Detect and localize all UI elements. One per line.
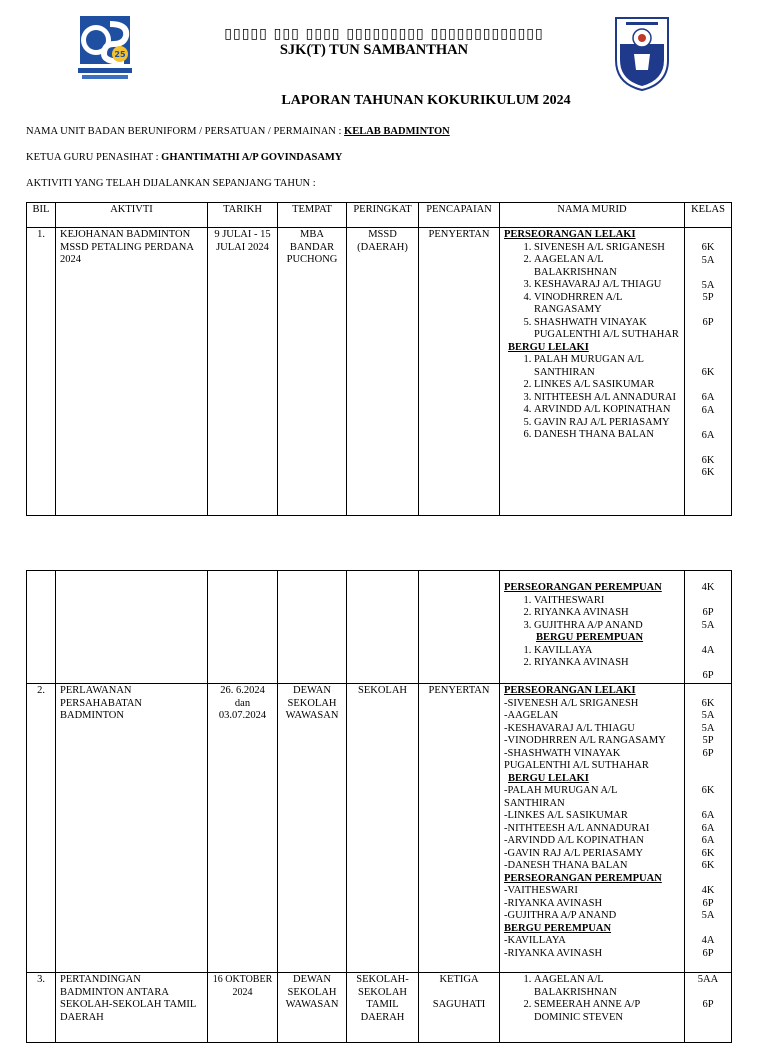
- list-item: 3. GUJITHRA A/P ANAND: [534, 620, 680, 633]
- list-item: 2. LINKES A/L SASIKUMAR: [534, 379, 680, 392]
- list-item: -GAVIN RAJ A/L PERIASAMY: [504, 847, 644, 859]
- row-2-peringkat: SEKOLAH: [347, 684, 419, 973]
- list-item: -SHASHWATH VINAYAK PUGALENTHI A/L SUTHAHAR: [504, 747, 649, 771]
- table-header-row: [27, 203, 732, 228]
- student-list: [504, 354, 680, 442]
- unit-label: NAMA UNIT BADAN BERUNIFORM / PERSATUAN / PERMAINAN :: [26, 126, 345, 137]
- row-1-tarikh: 9 JULAI - 15 JULAI 2024: [208, 228, 278, 516]
- group-title: BERGU PEREMPUAN: [536, 632, 644, 643]
- kelas-value: [689, 442, 727, 455]
- header-kelas: KELAS: [685, 203, 732, 228]
- kelas-value: [689, 267, 727, 280]
- advisor-line: [26, 152, 342, 163]
- list-item: -AAGELAN: [504, 710, 559, 721]
- list-item: 4. ARVINDD A/L KOPINATHAN: [534, 404, 680, 417]
- kelas-value: 6A: [701, 835, 715, 846]
- kelas-value: 6P: [702, 669, 714, 681]
- row-3-nama-murid: [500, 973, 685, 1043]
- document-header: [0, 0, 768, 100]
- row-1-cont-kelas: [685, 571, 732, 684]
- row-1-tempat: MBA BANDAR PUCHONG: [278, 228, 347, 516]
- kelas-value: 5A: [701, 279, 715, 291]
- list-item: -RIYANKA AVINASH: [504, 947, 603, 959]
- kelas-value: [689, 342, 727, 355]
- kelas-value: 5A: [701, 254, 715, 266]
- list-item: 2. AAGELAN A/L BALAKRISHNAN: [534, 254, 680, 279]
- student-list: [504, 595, 680, 633]
- list-item: -RIYANKA AVINASH: [504, 897, 603, 909]
- row-2-nama-murid: [500, 684, 685, 973]
- row-3-pencapaian-2: SAGUHATI: [432, 998, 486, 1010]
- header-nama-murid: NAMA MURID: [500, 203, 685, 228]
- list-item: 3. KESHAVARAJ A/L THIAGU: [534, 279, 680, 292]
- kelas-value: [689, 798, 727, 811]
- list-item: 2. RIYANKA AVINASH: [534, 607, 680, 620]
- row-3-peringkat: SEKOLAH-SEKOLAH TAMIL DAERAH: [347, 973, 419, 1043]
- school-name-tamil: ▯▯▯▯▯ ▯▯▯ ▯▯▯▯ ▯▯▯▯▯▯▯▯▯ ▯▯▯▯▯▯▯▯▯▯▯▯▯: [224, 26, 544, 42]
- kelas-value: [689, 873, 727, 886]
- list-item: -PALAH MURUGAN A/L SANTHIRAN: [504, 785, 617, 809]
- list-item: -DANESH THANA BALAN: [504, 860, 628, 871]
- kelas-value: 6K: [701, 454, 715, 466]
- list-item: 4. VINODHRREN A/L RANGASAMY: [534, 292, 680, 317]
- group-title: PERSEORANGAN LELAKI: [504, 685, 636, 696]
- kelas-value: [689, 417, 727, 430]
- activities-label: AKTIVITI YANG TELAH DIJALANKAN SEPANJANG TAHUN :: [26, 178, 316, 189]
- row-1-cont-peringkat: [347, 571, 419, 684]
- table-row: [27, 684, 732, 973]
- row-1-kelas: [685, 228, 732, 516]
- header-pencapaian: PENCAPAIAN: [419, 203, 500, 228]
- kelas-value: 6P: [702, 317, 714, 328]
- kelas-value: [689, 987, 727, 1000]
- row-1-nama-murid: [500, 228, 685, 516]
- group-title: PERSEORANGAN PEREMPUAN: [504, 582, 662, 593]
- table-row: [27, 228, 732, 516]
- row-1-aktiviti: KEJOHANAN BADMINTON MSSD PETALING PERDANA 2024: [56, 228, 208, 516]
- list-item: -SIVENESH A/L SRIGANESH: [504, 697, 639, 709]
- row-1-cont-bil: [27, 571, 56, 684]
- row-3-pencapaian-1: KETIGA: [439, 974, 479, 985]
- list-item: -KESHAVARAJ A/L THIAGU: [504, 722, 635, 734]
- group-title: PERSEORANGAN PEREMPUAN: [504, 872, 662, 884]
- row-1-cont-tarikh: [208, 571, 278, 684]
- row-1-bil: 1.: [27, 228, 56, 516]
- list-item: -LINKES A/L SASIKUMAR: [504, 810, 628, 821]
- row-1-cont-nama-murid: [500, 571, 685, 684]
- list-item: 2. SEMEERAH ANNE A/P DOMINIC STEVEN: [534, 999, 680, 1024]
- list-item: 1. KAVILLAYA: [534, 645, 680, 658]
- kelas-value: [689, 380, 727, 393]
- kelas-value: 5AA: [697, 974, 719, 985]
- activities-table-page-1: [26, 202, 732, 516]
- kelas-value: 6K: [701, 242, 715, 253]
- row-3-tempat: DEWAN SEKOLAH WAWASAN: [278, 973, 347, 1043]
- kelas-value: 4K: [701, 885, 715, 896]
- kelas-value: 6K: [701, 367, 715, 378]
- kelas-value: 4A: [701, 935, 715, 946]
- advisor-value: GHANTIMATHI A/P GOVINDASAMY: [161, 152, 343, 163]
- kelas-value: [689, 923, 727, 936]
- kelas-value: 6A: [701, 404, 715, 416]
- kelas-value: 6K: [701, 697, 715, 709]
- kelas-value: 5A: [701, 722, 715, 734]
- kelas-value: 6A: [701, 822, 715, 834]
- list-item: 3. NITHTEESH A/L ANNADURAI: [534, 392, 680, 405]
- row-2-pencapaian: PENYERTAN: [419, 684, 500, 973]
- report-title: LAPORAN TAHUNAN KOKURIKULUM 2024: [281, 93, 571, 108]
- student-list: [504, 242, 680, 342]
- kelas-value: 6K: [701, 860, 715, 871]
- list-item: 1. AAGELAN A/L BALAKRISHNAN: [534, 974, 680, 999]
- kelas-value: [689, 773, 727, 786]
- row-3-aktiviti: PERTANDINGAN BADMINTON ANTARA SEKOLAH-SEKOLAH TAMIL DAERAH: [56, 973, 208, 1043]
- list-item: 2. RIYANKA AVINASH: [534, 657, 680, 670]
- list-item: -NITHTEESH A/L ANNADURAI: [504, 822, 650, 834]
- kelas-value: 6K: [701, 785, 715, 796]
- kelas-value: 5P: [702, 292, 714, 303]
- list-item: -KAVILLAYA: [504, 935, 566, 946]
- activities-table-page-2: [26, 570, 732, 1043]
- row-3-kelas: [685, 973, 732, 1043]
- kelas-value: 4A: [701, 644, 715, 656]
- unit-value: KELAB BADMINTON: [344, 126, 450, 137]
- kelas-value: 5P: [702, 735, 714, 746]
- header-aktiviti: AKTIVTI: [56, 203, 208, 228]
- kelas-value: [689, 330, 727, 343]
- kelas-value: 5A: [701, 910, 715, 921]
- unit-name-line: [26, 126, 450, 137]
- row-2-bil: 2.: [27, 684, 56, 973]
- table-row: [27, 571, 732, 684]
- row-2-kelas: [685, 684, 732, 973]
- row-1-cont-aktiviti: [56, 571, 208, 684]
- row-3-bil: 3.: [27, 973, 56, 1043]
- group-title: BERGU LELAKI: [508, 772, 589, 784]
- kelas-value: [689, 632, 727, 645]
- kelas-value: 6K: [701, 847, 715, 859]
- student-list: [504, 974, 680, 1024]
- row-1-cont-tempat: [278, 571, 347, 684]
- kelas-value: 6P: [702, 747, 714, 759]
- header-peringkat: PERINGKAT: [347, 203, 419, 228]
- svg-text:25: 25: [114, 50, 126, 59]
- header-tempat: TEMPAT: [278, 203, 347, 228]
- list-item: -ARVINDD A/L KOPINATHAN: [504, 835, 644, 846]
- list-item: -VINODHRREN A/L RANGASAMY: [504, 735, 666, 746]
- list-item: -GUJITHRA A/P ANAND: [504, 910, 617, 921]
- header-tarikh: TARIKH: [208, 203, 278, 228]
- kelas-value: 5A: [701, 710, 715, 721]
- kelas-value: 6A: [701, 810, 715, 821]
- kelas-value: 5A: [701, 619, 715, 631]
- row-3-tarikh: 16 OKTOBER 2024: [208, 973, 278, 1043]
- table-row: [27, 973, 732, 1043]
- school-name: SJK(T) TUN SAMBANTHAN: [279, 42, 469, 58]
- school-crest-logo: [612, 14, 672, 92]
- list-item: 6. DANESH THANA BALAN: [534, 429, 680, 442]
- kelas-value: 6A: [701, 429, 715, 441]
- group-title: PERSEORANGAN LELAKI: [504, 229, 636, 240]
- list-item: 5. SHASHWATH VINAYAK PUGALENTHI A/L SUTHAHAR: [534, 317, 680, 342]
- kelas-value: 6P: [702, 947, 714, 959]
- row-3-pencapaian: [419, 973, 500, 1043]
- kelas-value: 6K: [701, 467, 715, 478]
- list-item: 1. SIVENESH A/L SRIGANESH: [534, 242, 680, 255]
- header-bil: BIL: [27, 203, 56, 228]
- row-1-pencapaian: PENYERTAN: [419, 228, 500, 516]
- list-item: 5. GAVIN RAJ A/L PERIASAMY: [534, 417, 680, 430]
- kelas-value: 6P: [702, 999, 714, 1010]
- kelas-value: 6A: [701, 392, 715, 403]
- kelas-value: 4K: [701, 582, 715, 593]
- kelas-value: [689, 760, 727, 773]
- row-2-tarikh: 26. 6.2024 dan 03.07.2024: [208, 684, 278, 973]
- list-item: 1. PALAH MURUGAN A/L SANTHIRAN: [534, 354, 680, 379]
- kelas-value: [689, 305, 727, 318]
- kelas-value: 6P: [702, 897, 714, 909]
- row-2-aktiviti: PERLAWANAN PERSAHABATAN BADMINTON: [56, 684, 208, 973]
- row-1-peringkat: MSSD (DAERAH): [347, 228, 419, 516]
- row-1-cont-pencapaian: [419, 571, 500, 684]
- kelas-value: [689, 657, 727, 670]
- list-item: -VAITHESWARI: [504, 885, 578, 896]
- advisor-label: KETUA GURU PENASIHAT :: [26, 152, 162, 163]
- list-item: 1. VAITHESWARI: [534, 595, 680, 608]
- group-title: BERGU PEREMPUAN: [504, 922, 612, 934]
- kelas-value: [689, 685, 727, 698]
- student-list: [504, 645, 680, 670]
- kelas-value: [689, 355, 727, 368]
- kelas-value: [689, 595, 727, 608]
- group-title: BERGU LELAKI: [508, 341, 589, 353]
- kelas-value: 6P: [702, 607, 714, 618]
- row-2-tempat: DEWAN SEKOLAH WAWASAN: [278, 684, 347, 973]
